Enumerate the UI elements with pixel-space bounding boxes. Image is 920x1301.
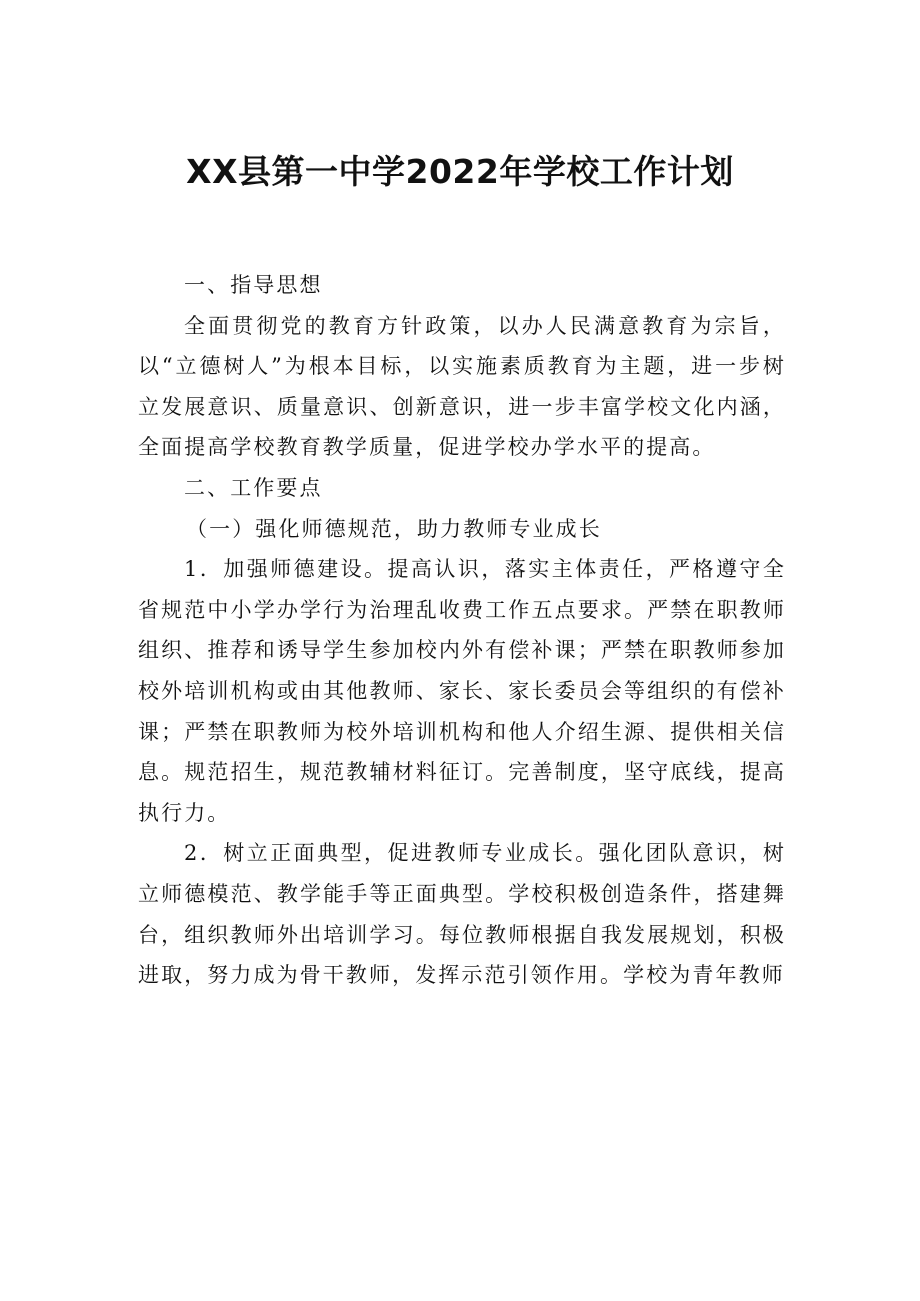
document-title: XX县第一中学2022年学校工作计划 (186, 152, 734, 191)
paragraph-item-1: 1．加强师德建设。提高认识，落实主体责任，严格遵守全省规范中小学办学行为治理乱收费工作五点要求。严禁在职教师组织、推荐和诱导学生参加校内外有偿补课；严禁在职教师参加校外培训机构或由其他教师、家长、家长委员会等组织的有偿补课；严禁在职教师为校外培训机构和他人介绍生源、提供相关信息。规范招生，规范教辅材料征订。完善制度，坚守底线，提高执行力。 (138, 557, 786, 825)
section-heading-guiding-ideology: 一、指导思想 (184, 273, 323, 297)
paragraph-item-2: 2．树立正面典型，促进教师专业成长。强化团队意识，树立师德模范、教学能手等正面典型。学校积极创造条件，搭建舞台，组织教师外出培训学习。每位教师根据自我发展规划，积极进取，努力成为骨干教师，发挥示范引领作用。学校为青年教师 (138, 841, 786, 988)
paragraph-guiding-ideology: 全面贯彻党的教育方针政策，以办人民满意教育为宗旨，以“立德树人”为根本目标，以实施素质教育为主题，进一步树立发展意识、质量意识、创新意识，进一步丰富学校文化内涵，全面提高学校教育教学质量，促进学校办学水平的提高。 (138, 313, 786, 460)
subsection-heading-teacher-ethics: （一）强化师德规范，助力教师专业成长 (186, 516, 602, 541)
section-heading-work-points: 二、工作要点 (184, 475, 323, 500)
document-body (138, 265, 786, 996)
